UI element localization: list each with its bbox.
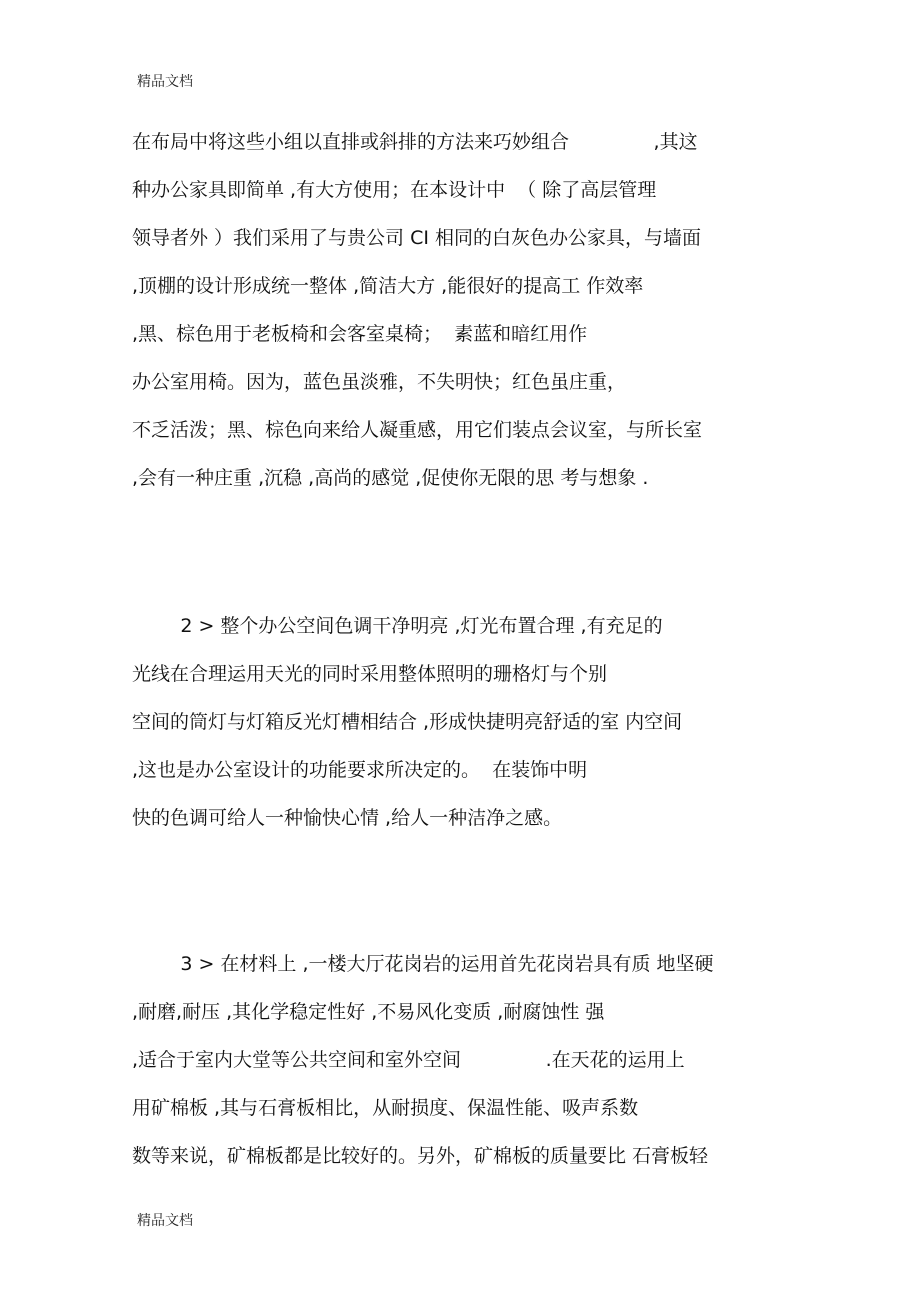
text-line: ,这也是办公室设计的功能要求所决定的。 在装饰中明 — [132, 759, 588, 781]
text-line: 空间的筒灯与灯箱反光灯槽相结合 ,形成快捷明亮舒适的室 内空间 — [132, 711, 683, 733]
text-line: 2 > 整个办公空间色调干净明亮 ,灯光布置合理 ,有充足的 — [132, 615, 663, 637]
text-line: ,会有一种庄重 ,沉稳 ,高尚的感觉 ,促使你无限的思 考与想象 . — [132, 467, 649, 489]
page-header-label: 精品文档 — [137, 74, 193, 90]
text-line: 领导者外 ）我们采用了与贵公司 CI 相同的白灰色办公家具，与墙面 — [132, 227, 701, 249]
text-line: ,顶棚的设计形成统一整体 ,简洁大方 ,能很好的提高工 作效率 — [132, 275, 644, 297]
text-line: 数等来说，矿棉板都是比较好的。另外，矿棉板的质量要比 石膏板轻 — [132, 1145, 709, 1167]
page-footer-label: 精品文档 — [137, 1213, 193, 1229]
text-line: ,适合于室内大堂等公共空间和室外空间 .在天花的运用上 — [132, 1049, 685, 1071]
text-line: 在布局中将这些小组以直排或斜排的方法来巧妙组合 ,其这 — [132, 131, 698, 153]
text-line: 办公室用椅。因为，蓝色虽淡雅，不失明快；红色虽庄重， — [132, 371, 627, 393]
text-line: 3 > 在材料上 ,一楼大厅花岗岩的运用首先花岗岩具有质 地坚硬 — [132, 953, 714, 975]
text-line: 光线在合理运用天光的同时采用整体照明的珊格灯与个别 — [132, 663, 608, 685]
text-line: ,黑、棕色用于老板椅和会客室桌椅； 素蓝和暗红用作 — [132, 323, 588, 345]
text-line: 种办公家具即简单 ,有大方使用；在本设计中 （ 除了高层管理 — [132, 179, 657, 201]
text-line: 不乏活泼；黑、棕色向来给人凝重感，用它们装点会议室，与所长室 — [132, 419, 703, 441]
text-line: ,耐磨,耐压 ,其化学稳定性好 ,不易风化变质 ,耐腐蚀性 强 — [132, 1001, 605, 1023]
text-line: 快的色调可给人一种愉快心情 ,给人一种洁净之感。 — [132, 807, 563, 829]
text-line: 用矿棉板 ,其与石膏板相比，从耐损度、保温性能、吸声系数 — [132, 1097, 639, 1119]
